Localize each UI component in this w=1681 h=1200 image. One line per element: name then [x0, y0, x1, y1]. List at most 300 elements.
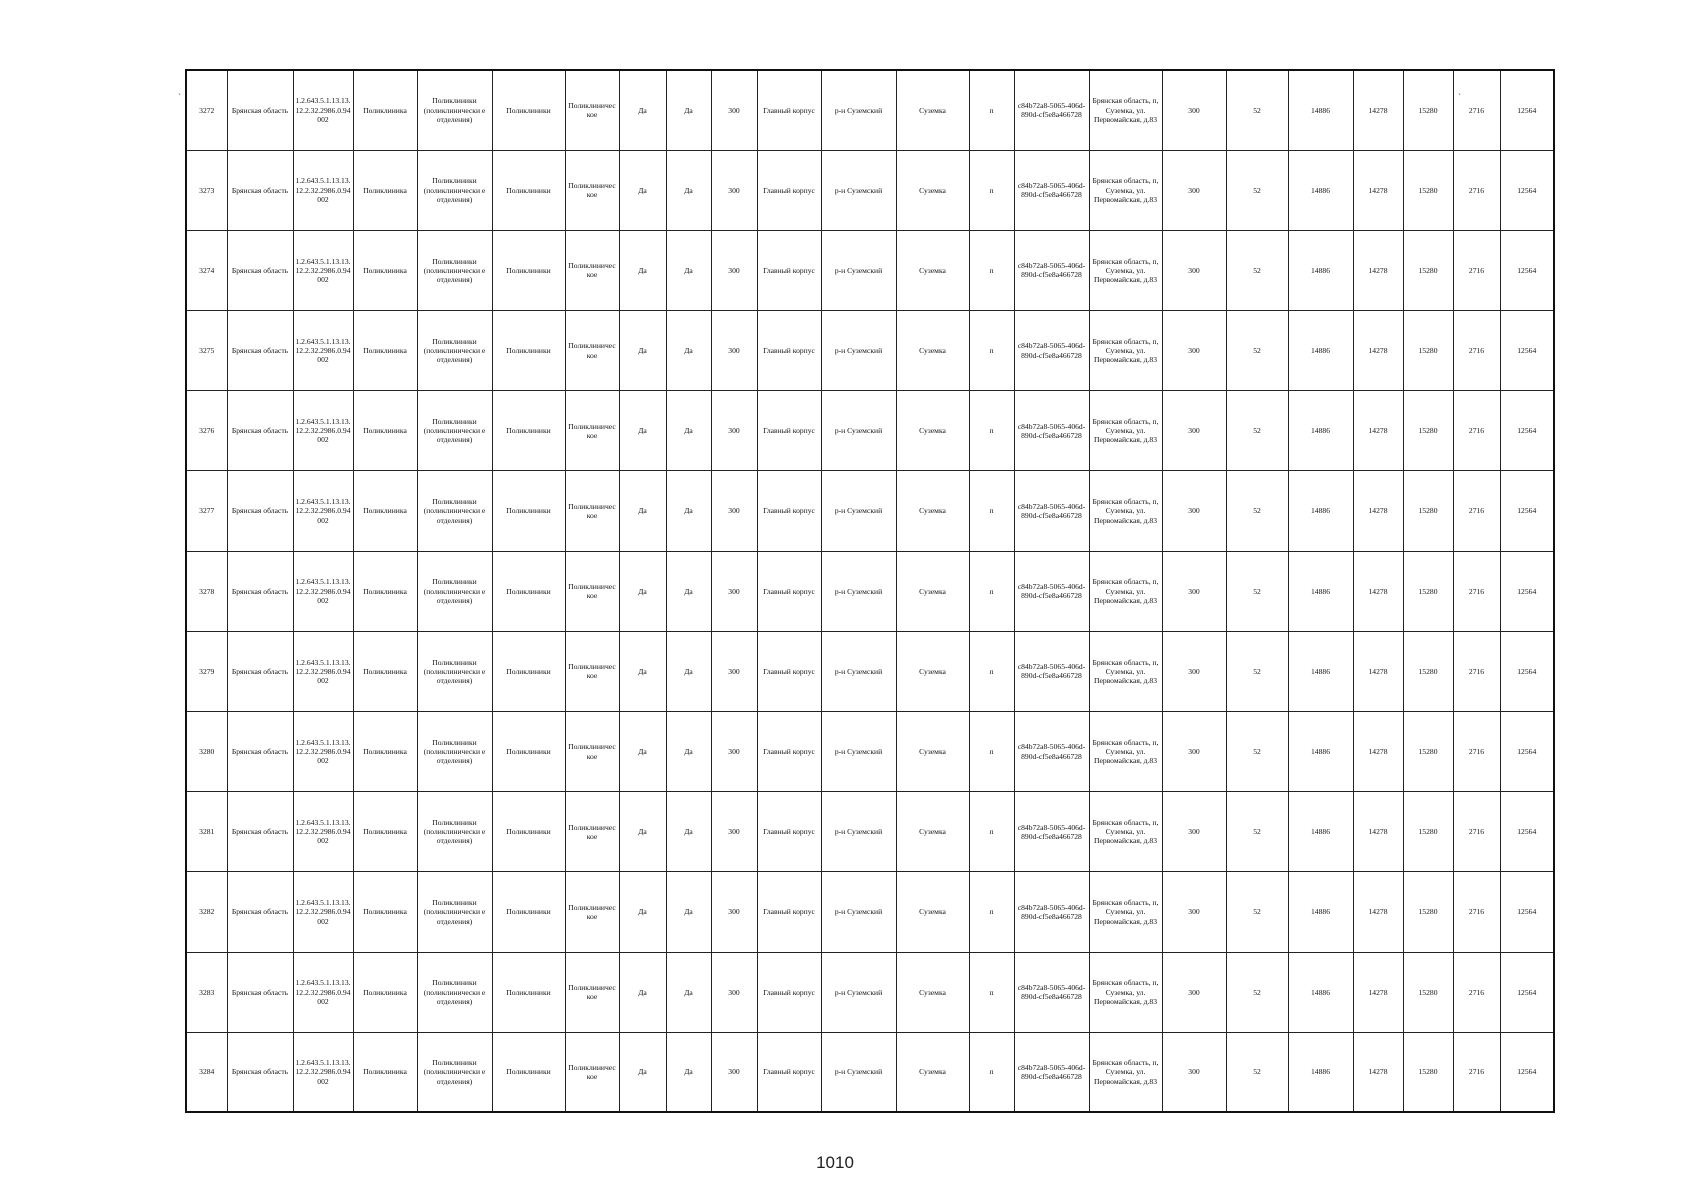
division-cell: Поликлиники (поликлинически е отделения) — [417, 551, 492, 631]
oid-cell: 1.2.643.5.1.13.13.12.2.32.2986.0.94002 — [293, 471, 353, 551]
capacity-cell: 300 — [711, 471, 757, 551]
building-cell: Главный корпус — [757, 311, 821, 391]
flag-cell: Да — [666, 391, 711, 471]
oid-cell: 1.2.643.5.1.13.13.12.2.32.2986.0.94002 — [293, 712, 353, 792]
service-type-cell: Поликлиничес кое — [565, 70, 619, 150]
flag-cell: Да — [666, 792, 711, 872]
building-cell: Главный корпус — [757, 150, 821, 230]
value-cell: 12564 — [1500, 872, 1554, 952]
address-cell: Брянская область, п, Суземка, ул. Первомайская, д.83 — [1089, 1032, 1162, 1112]
flag-cell: Да — [666, 551, 711, 631]
flag-cell: Да — [619, 551, 666, 631]
district-cell: р-н Суземский — [821, 471, 896, 551]
value-cell: 300 — [1162, 311, 1226, 391]
value-cell: 15280 — [1403, 712, 1453, 792]
table-row — [186, 712, 1554, 792]
building-cell: Главный корпус — [757, 70, 821, 150]
division-cell: Поликлиники (поликлинически е отделения) — [417, 1032, 492, 1112]
value-cell: 52 — [1226, 150, 1288, 230]
region-cell: Брянская область — [227, 712, 293, 792]
value-cell: 52 — [1226, 230, 1288, 310]
building-cell: Главный корпус — [757, 230, 821, 310]
value-cell: 15280 — [1403, 230, 1453, 310]
row-number: 3273 — [186, 150, 227, 230]
locality-cell: Суземка — [896, 952, 969, 1032]
guid-cell: c84b72a8-5065-406d-890d-cf5e8a466728 — [1014, 70, 1089, 150]
region-cell: Брянская область — [227, 952, 293, 1032]
building-cell: Главный корпус — [757, 792, 821, 872]
region-cell: Брянская область — [227, 230, 293, 310]
value-cell: 52 — [1226, 1032, 1288, 1112]
value-cell: 15280 — [1403, 551, 1453, 631]
table-row — [186, 792, 1554, 872]
scan-mark: ` — [1458, 92, 1461, 102]
value-cell: 14886 — [1288, 311, 1353, 391]
locality-cell: Суземка — [896, 230, 969, 310]
value-cell: 12564 — [1500, 391, 1554, 471]
org-type-cell: Поликлиника — [353, 70, 417, 150]
guid-cell: c84b72a8-5065-406d-890d-cf5e8a466728 — [1014, 872, 1089, 952]
building-cell: Главный корпус — [757, 551, 821, 631]
value-cell: 14278 — [1353, 712, 1403, 792]
value-cell: 12564 — [1500, 150, 1554, 230]
guid-cell: c84b72a8-5065-406d-890d-cf5e8a466728 — [1014, 471, 1089, 551]
division-kind-cell: Поликлиники — [492, 551, 565, 631]
locality-cell: Суземка — [896, 471, 969, 551]
value-cell: 15280 — [1403, 631, 1453, 711]
division-cell: Поликлиники (поликлинически е отделения) — [417, 872, 492, 952]
address-cell: Брянская область, п, Суземка, ул. Первомайская, д.83 — [1089, 952, 1162, 1032]
address-cell: Брянская область, п, Суземка, ул. Первомайская, д.83 — [1089, 150, 1162, 230]
district-cell: р-н Суземский — [821, 872, 896, 952]
value-cell: 12564 — [1500, 471, 1554, 551]
division-cell: Поликлиники (поликлинически е отделения) — [417, 391, 492, 471]
value-cell: 15280 — [1403, 311, 1453, 391]
value-cell: 14278 — [1353, 952, 1403, 1032]
building-cell: Главный корпус — [757, 872, 821, 952]
guid-cell: c84b72a8-5065-406d-890d-cf5e8a466728 — [1014, 712, 1089, 792]
region-cell: Брянская область — [227, 150, 293, 230]
value-cell: 14886 — [1288, 872, 1353, 952]
value-cell: 14278 — [1353, 631, 1403, 711]
guid-cell: c84b72a8-5065-406d-890d-cf5e8a466728 — [1014, 150, 1089, 230]
oid-cell: 1.2.643.5.1.13.13.12.2.32.2986.0.94002 — [293, 230, 353, 310]
org-type-cell: Поликлиника — [353, 712, 417, 792]
value-cell: 14886 — [1288, 70, 1353, 150]
district-cell: р-н Суземский — [821, 712, 896, 792]
value-cell: 14886 — [1288, 230, 1353, 310]
value-cell: 2716 — [1453, 712, 1500, 792]
value-cell: 12564 — [1500, 792, 1554, 872]
region-cell: Брянская область — [227, 471, 293, 551]
flag-cell: Да — [666, 712, 711, 792]
value-cell: 14886 — [1288, 952, 1353, 1032]
flag-cell: Да — [666, 471, 711, 551]
value-cell: 15280 — [1403, 872, 1453, 952]
district-cell: р-н Суземский — [821, 70, 896, 150]
value-cell: 300 — [1162, 391, 1226, 471]
address-cell: Брянская область, п, Суземка, ул. Первомайская, д.83 — [1089, 70, 1162, 150]
org-type-cell: Поликлиника — [353, 311, 417, 391]
value-cell: 14886 — [1288, 712, 1353, 792]
locality-type-cell: п — [969, 70, 1014, 150]
capacity-cell: 300 — [711, 952, 757, 1032]
org-type-cell: Поликлиника — [353, 792, 417, 872]
table-row — [186, 551, 1554, 631]
value-cell: 15280 — [1403, 150, 1453, 230]
table-row — [186, 471, 1554, 551]
table-row — [186, 1032, 1554, 1112]
value-cell: 2716 — [1453, 391, 1500, 471]
flag-cell: Да — [619, 311, 666, 391]
locality-type-cell: п — [969, 712, 1014, 792]
locality-type-cell: п — [969, 872, 1014, 952]
value-cell: 2716 — [1453, 150, 1500, 230]
value-cell: 14278 — [1353, 150, 1403, 230]
division-kind-cell: Поликлиники — [492, 1032, 565, 1112]
locality-type-cell: п — [969, 792, 1014, 872]
building-cell: Главный корпус — [757, 952, 821, 1032]
table-row — [186, 952, 1554, 1032]
region-cell: Брянская область — [227, 70, 293, 150]
value-cell: 300 — [1162, 631, 1226, 711]
guid-cell: c84b72a8-5065-406d-890d-cf5e8a466728 — [1014, 952, 1089, 1032]
table-row — [186, 631, 1554, 711]
service-type-cell: Поликлиничес кое — [565, 1032, 619, 1112]
value-cell: 300 — [1162, 471, 1226, 551]
scanned-table-sheet — [185, 69, 1553, 1112]
locality-cell: Суземка — [896, 150, 969, 230]
district-cell: р-н Суземский — [821, 311, 896, 391]
division-kind-cell: Поликлиники — [492, 872, 565, 952]
division-cell: Поликлиники (поликлинически е отделения) — [417, 150, 492, 230]
capacity-cell: 300 — [711, 551, 757, 631]
division-cell: Поликлиники (поликлинически е отделения) — [417, 712, 492, 792]
org-type-cell: Поликлиника — [353, 1032, 417, 1112]
oid-cell: 1.2.643.5.1.13.13.12.2.32.2986.0.94002 — [293, 1032, 353, 1112]
row-number: 3277 — [186, 471, 227, 551]
oid-cell: 1.2.643.5.1.13.13.12.2.32.2986.0.94002 — [293, 70, 353, 150]
division-kind-cell: Поликлиники — [492, 311, 565, 391]
value-cell: 14278 — [1353, 70, 1403, 150]
value-cell: 300 — [1162, 712, 1226, 792]
guid-cell: c84b72a8-5065-406d-890d-cf5e8a466728 — [1014, 792, 1089, 872]
org-type-cell: Поликлиника — [353, 471, 417, 551]
value-cell: 14278 — [1353, 471, 1403, 551]
value-cell: 300 — [1162, 230, 1226, 310]
guid-cell: c84b72a8-5065-406d-890d-cf5e8a466728 — [1014, 631, 1089, 711]
capacity-cell: 300 — [711, 712, 757, 792]
guid-cell: c84b72a8-5065-406d-890d-cf5e8a466728 — [1014, 391, 1089, 471]
value-cell: 12564 — [1500, 551, 1554, 631]
flag-cell: Да — [666, 311, 711, 391]
value-cell: 12564 — [1500, 952, 1554, 1032]
address-cell: Брянская область, п, Суземка, ул. Первомайская, д.83 — [1089, 230, 1162, 310]
org-type-cell: Поликлиника — [353, 872, 417, 952]
value-cell: 52 — [1226, 952, 1288, 1032]
division-kind-cell: Поликлиники — [492, 391, 565, 471]
district-cell: р-н Суземский — [821, 1032, 896, 1112]
locality-cell: Суземка — [896, 631, 969, 711]
flag-cell: Да — [619, 230, 666, 310]
building-cell: Главный корпус — [757, 712, 821, 792]
value-cell: 2716 — [1453, 70, 1500, 150]
division-kind-cell: Поликлиники — [492, 150, 565, 230]
region-cell: Брянская область — [227, 1032, 293, 1112]
locality-type-cell: п — [969, 391, 1014, 471]
locality-cell: Суземка — [896, 712, 969, 792]
value-cell: 300 — [1162, 551, 1226, 631]
region-cell: Брянская область — [227, 792, 293, 872]
capacity-cell: 300 — [711, 150, 757, 230]
value-cell: 12564 — [1500, 311, 1554, 391]
locality-cell: Суземка — [896, 872, 969, 952]
value-cell: 14278 — [1353, 872, 1403, 952]
address-cell: Брянская область, п, Суземка, ул. Первомайская, д.83 — [1089, 311, 1162, 391]
division-kind-cell: Поликлиники — [492, 230, 565, 310]
flag-cell: Да — [619, 471, 666, 551]
row-number: 3276 — [186, 391, 227, 471]
table-row — [186, 70, 1554, 150]
org-type-cell: Поликлиника — [353, 952, 417, 1032]
locality-cell: Суземка — [896, 792, 969, 872]
row-number: 3274 — [186, 230, 227, 310]
region-cell: Брянская область — [227, 872, 293, 952]
value-cell: 14886 — [1288, 551, 1353, 631]
locality-cell: Суземка — [896, 311, 969, 391]
locality-cell: Суземка — [896, 551, 969, 631]
flag-cell: Да — [619, 70, 666, 150]
service-type-cell: Поликлиничес кое — [565, 230, 619, 310]
flag-cell: Да — [619, 150, 666, 230]
value-cell: 14886 — [1288, 631, 1353, 711]
guid-cell: c84b72a8-5065-406d-890d-cf5e8a466728 — [1014, 230, 1089, 310]
flag-cell: Да — [619, 792, 666, 872]
locality-type-cell: п — [969, 150, 1014, 230]
value-cell: 14886 — [1288, 792, 1353, 872]
table-row — [186, 391, 1554, 471]
row-number: 3282 — [186, 872, 227, 952]
division-kind-cell: Поликлиники — [492, 631, 565, 711]
value-cell: 52 — [1226, 631, 1288, 711]
locality-cell: Суземка — [896, 70, 969, 150]
oid-cell: 1.2.643.5.1.13.13.12.2.32.2986.0.94002 — [293, 150, 353, 230]
table-row — [186, 230, 1554, 310]
address-cell: Брянская область, п, Суземка, ул. Первомайская, д.83 — [1089, 872, 1162, 952]
table-body — [186, 70, 1554, 1112]
row-number: 3278 — [186, 551, 227, 631]
capacity-cell: 300 — [711, 792, 757, 872]
value-cell: 2716 — [1453, 872, 1500, 952]
value-cell: 300 — [1162, 1032, 1226, 1112]
division-cell: Поликлиники (поликлинически е отделения) — [417, 952, 492, 1032]
address-cell: Брянская область, п, Суземка, ул. Первомайская, д.83 — [1089, 712, 1162, 792]
capacity-cell: 300 — [711, 631, 757, 711]
value-cell: 300 — [1162, 952, 1226, 1032]
value-cell: 14278 — [1353, 311, 1403, 391]
page-number: 1010 — [816, 1153, 854, 1172]
flag-cell: Да — [619, 1032, 666, 1112]
district-cell: р-н Суземский — [821, 391, 896, 471]
address-cell: Брянская область, п, Суземка, ул. Первомайская, д.83 — [1089, 631, 1162, 711]
flag-cell: Да — [619, 631, 666, 711]
value-cell: 2716 — [1453, 1032, 1500, 1112]
value-cell: 12564 — [1500, 1032, 1554, 1112]
building-cell: Главный корпус — [757, 391, 821, 471]
value-cell: 52 — [1226, 311, 1288, 391]
locality-type-cell: п — [969, 230, 1014, 310]
row-number: 3272 — [186, 70, 227, 150]
division-cell: Поликлиники (поликлинически е отделения) — [417, 311, 492, 391]
capacity-cell: 300 — [711, 230, 757, 310]
value-cell: 14886 — [1288, 1032, 1353, 1112]
value-cell: 300 — [1162, 70, 1226, 150]
service-type-cell: Поликлиничес кое — [565, 872, 619, 952]
locality-type-cell: п — [969, 952, 1014, 1032]
capacity-cell: 300 — [711, 311, 757, 391]
flag-cell: Да — [619, 712, 666, 792]
flag-cell: Да — [666, 70, 711, 150]
value-cell: 15280 — [1403, 1032, 1453, 1112]
value-cell: 14278 — [1353, 792, 1403, 872]
value-cell: 2716 — [1453, 311, 1500, 391]
flag-cell: Да — [666, 1032, 711, 1112]
division-kind-cell: Поликлиники — [492, 70, 565, 150]
scan-mark: ` — [178, 92, 181, 102]
org-type-cell: Поликлиника — [353, 391, 417, 471]
locality-type-cell: п — [969, 631, 1014, 711]
locality-cell: Суземка — [896, 391, 969, 471]
data-table — [185, 69, 1555, 1113]
district-cell: р-н Суземский — [821, 551, 896, 631]
service-type-cell: Поликлиничес кое — [565, 631, 619, 711]
oid-cell: 1.2.643.5.1.13.13.12.2.32.2986.0.94002 — [293, 792, 353, 872]
address-cell: Брянская область, п, Суземка, ул. Первомайская, д.83 — [1089, 551, 1162, 631]
service-type-cell: Поликлиничес кое — [565, 712, 619, 792]
capacity-cell: 300 — [711, 1032, 757, 1112]
service-type-cell: Поликлиничес кое — [565, 792, 619, 872]
value-cell: 52 — [1226, 391, 1288, 471]
value-cell: 15280 — [1403, 391, 1453, 471]
building-cell: Главный корпус — [757, 1032, 821, 1112]
service-type-cell: Поликлиничес кое — [565, 391, 619, 471]
value-cell: 15280 — [1403, 471, 1453, 551]
oid-cell: 1.2.643.5.1.13.13.12.2.32.2986.0.94002 — [293, 952, 353, 1032]
division-kind-cell: Поликлиники — [492, 952, 565, 1032]
value-cell: 14886 — [1288, 391, 1353, 471]
flag-cell: Да — [666, 872, 711, 952]
district-cell: р-н Суземский — [821, 792, 896, 872]
value-cell: 300 — [1162, 150, 1226, 230]
value-cell: 2716 — [1453, 792, 1500, 872]
row-number: 3284 — [186, 1032, 227, 1112]
oid-cell: 1.2.643.5.1.13.13.12.2.32.2986.0.94002 — [293, 391, 353, 471]
guid-cell: c84b72a8-5065-406d-890d-cf5e8a466728 — [1014, 1032, 1089, 1112]
value-cell: 12564 — [1500, 712, 1554, 792]
capacity-cell: 300 — [711, 872, 757, 952]
org-type-cell: Поликлиника — [353, 631, 417, 711]
value-cell: 14886 — [1288, 471, 1353, 551]
division-cell: Поликлиники (поликлинически е отделения) — [417, 631, 492, 711]
table-row — [186, 150, 1554, 230]
address-cell: Брянская область, п, Суземка, ул. Первомайская, д.83 — [1089, 391, 1162, 471]
value-cell: 12564 — [1500, 631, 1554, 711]
org-type-cell: Поликлиника — [353, 551, 417, 631]
value-cell: 2716 — [1453, 631, 1500, 711]
locality-type-cell: п — [969, 471, 1014, 551]
flag-cell: Да — [666, 631, 711, 711]
value-cell: 14278 — [1353, 391, 1403, 471]
value-cell: 52 — [1226, 471, 1288, 551]
division-kind-cell: Поликлиники — [492, 792, 565, 872]
district-cell: р-н Суземский — [821, 631, 896, 711]
value-cell: 300 — [1162, 872, 1226, 952]
service-type-cell: Поликлиничес кое — [565, 311, 619, 391]
flag-cell: Да — [619, 872, 666, 952]
org-type-cell: Поликлиника — [353, 150, 417, 230]
flag-cell: Да — [666, 230, 711, 310]
district-cell: р-н Суземский — [821, 150, 896, 230]
service-type-cell: Поликлиничес кое — [565, 150, 619, 230]
table-row — [186, 872, 1554, 952]
division-kind-cell: Поликлиники — [492, 712, 565, 792]
service-type-cell: Поликлиничес кое — [565, 551, 619, 631]
value-cell: 15280 — [1403, 952, 1453, 1032]
address-cell: Брянская область, п, Суземка, ул. Первомайская, д.83 — [1089, 792, 1162, 872]
division-cell: Поликлиники (поликлинически е отделения) — [417, 471, 492, 551]
value-cell: 15280 — [1403, 70, 1453, 150]
value-cell: 2716 — [1453, 230, 1500, 310]
value-cell: 52 — [1226, 551, 1288, 631]
row-number: 3279 — [186, 631, 227, 711]
value-cell: 300 — [1162, 792, 1226, 872]
service-type-cell: Поликлиничес кое — [565, 471, 619, 551]
value-cell: 2716 — [1453, 952, 1500, 1032]
district-cell: р-н Суземский — [821, 230, 896, 310]
address-cell: Брянская область, п, Суземка, ул. Первомайская, д.83 — [1089, 471, 1162, 551]
building-cell: Главный корпус — [757, 471, 821, 551]
locality-cell: Суземка — [896, 1032, 969, 1112]
division-kind-cell: Поликлиники — [492, 471, 565, 551]
guid-cell: c84b72a8-5065-406d-890d-cf5e8a466728 — [1014, 311, 1089, 391]
region-cell: Брянская область — [227, 631, 293, 711]
value-cell: 12564 — [1500, 70, 1554, 150]
row-number: 3275 — [186, 311, 227, 391]
value-cell: 52 — [1226, 872, 1288, 952]
value-cell: 2716 — [1453, 551, 1500, 631]
value-cell: 12564 — [1500, 230, 1554, 310]
locality-type-cell: п — [969, 551, 1014, 631]
region-cell: Брянская область — [227, 311, 293, 391]
district-cell: р-н Суземский — [821, 952, 896, 1032]
flag-cell: Да — [619, 391, 666, 471]
capacity-cell: 300 — [711, 70, 757, 150]
division-cell: Поликлиники (поликлинически е отделения) — [417, 792, 492, 872]
locality-type-cell: п — [969, 311, 1014, 391]
value-cell: 14278 — [1353, 1032, 1403, 1112]
value-cell: 52 — [1226, 70, 1288, 150]
division-cell: Поликлиники (поликлинически е отделения) — [417, 70, 492, 150]
building-cell: Главный корпус — [757, 631, 821, 711]
value-cell: 52 — [1226, 712, 1288, 792]
guid-cell: c84b72a8-5065-406d-890d-cf5e8a466728 — [1014, 551, 1089, 631]
service-type-cell: Поликлиничес кое — [565, 952, 619, 1032]
capacity-cell: 300 — [711, 391, 757, 471]
flag-cell: Да — [666, 952, 711, 1032]
region-cell: Брянская область — [227, 391, 293, 471]
oid-cell: 1.2.643.5.1.13.13.12.2.32.2986.0.94002 — [293, 872, 353, 952]
table-row — [186, 311, 1554, 391]
